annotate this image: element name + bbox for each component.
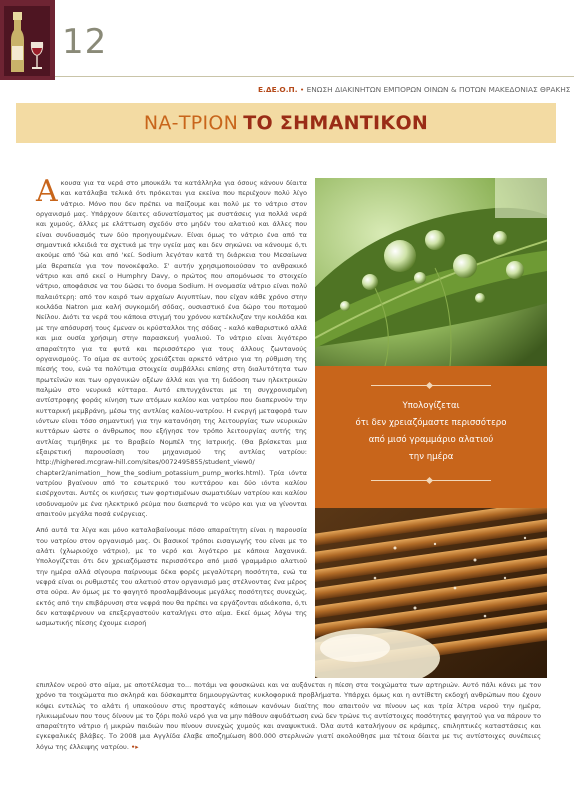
wine-bottle-glass-icon (4, 6, 50, 76)
article-body-column (36, 174, 307, 635)
article-title-banner (16, 103, 556, 143)
leaf-droplets-image (315, 178, 547, 366)
pull-quote-ornament-bottom (371, 480, 491, 481)
header-divider (55, 76, 574, 77)
paragraph-2: Από αυτά τα λίγα και μόνο καταλαβαίνουμε πόσο απαραίτητη είναι η παρουσία του νατρίου στον οργανισμό μας. Οι βασικοί τρόποι εισαγωγής του είναι με το αλάτι (χλωριούχο νάτριο), με το νερό και λιγότερο με κάποια λαχανικά. Υπολογίζεται ότι δεν χρειαζόμαστε περισσότερο από μισό γραμμάριο αλατιού την ημέρα αλλά σίγουρα παίρνουμε δέκα φορές μεγαλύτερη ποσότητα, ενώ τα νεφρά είναι οι ρυθμιστές του αλατιού στον οργανισμό μας στέλνοντας ένα μέρος στα ούρα. Αν όμως με το φαγητό προσλαμβάνουμε μεγάλες ποσότητες συνεχώς, εκτός από την επιβάρυνση στα νεφρά που θα πρέπει να εργάζονται αδιάκοπα, ό,τι δεν καταφέρνουν να επεξεργαστούν καταλήγει στο αίμα. Εκεί όμως λόγω της ωσμωτικής πίεσης έχουμε εισροή (36, 526, 307, 628)
pretzel-sticks-image (315, 508, 547, 678)
publisher-line (258, 85, 570, 94)
publisher-abbrev: Ε.ΔΕ.Ο.Π. (258, 85, 298, 94)
pull-quote-line-1: Υπολογίζεται (402, 401, 460, 411)
page-number: 12 (62, 22, 108, 62)
pull-quote-line-2: ότι δεν χρειαζόμαστε περισσότερο (355, 418, 507, 428)
publisher-bullet: • (299, 85, 305, 94)
article-title-part1: ΝΑ-ΤΡΙΟΝ (143, 112, 239, 134)
paragraph-1-text: κουσα για τα νερά στο μπουκάλι τα κατάλληλα για όσους κάνουν δίαιτα και κατάλαβα τελικά ότι πρόκειται για εκείνα που περιέχουν πολύ λίγο νάτριο. Μόνο που δεν πρέπει να παίζουμε και πολύ με το νάτριο στον οργανισμό μας. Υπάρχουν δίαιτες αδυνατίσματος με συστάσεις για πολλά νερά και χυμούς, άλλες με ελάττωση σχεδόν στο μηδέν του αλατιού και άλλες που είναι συνδυασμός των δύο προηγουμένων. Είναι όμως το νάτριο ένα από τα σημαντικά κλειδιά τα σχετικά με την υγεία μας και δεν σηκώνει να κάνουμε ό,τι ακούμε από 'δώ και από 'κεί. Sodium λεγόταν κατά τη διάρκεια του Μεσαίωνα μία θεραπεία για τον πονοκέφαλο. Σ' αυτήν χρησιμοποιούσαν το ανθρακικό νάτριο και από εκεί ο Humphry Davy, ο πρώτος που απομόνωσε το στοιχείο νάτριο, αποφάσισε να του δώσει το όνομα Sodium. Η ονομασία νάτριο είναι πολύ παλαιότερη: από τον καιρό των αρχαίων Αιγυπτίων, που είχαν κάθε χρόνο στην κοιλάδα Natron μια καλή συγκομιδή σόδας, ουσιαστικό ένα δώρο του ποταμού Νείλου. Διότι τα νερά του κάποια στιγμή του χρόνου κατέκλυζαν την κοιλάδα και με την απόσυρσή τους έμεναν οι κρύσταλλοι της σόδας - καλό καθαριστικό αλλά και μια ουσία χρήσιμη στην παρασκευή γυαλιού. Το νάτριο είναι λιγότερο απαραίτητο για τα φυτά και περισσότερο για τους άλλους ζωντανούς οργανισμούς. Το αίμα σε αυτούς χρειάζεται αρκετό νάτριο για τη ρύθμιση της πίεσής του, ενώ τα πολύτιμα στοιχεία συμβάλλει επίσης στη διαλυτότητα των πρωτεϊνών και των οργανικών οξέων άλλά και για τη διάδοση των ηλεκτρικών παλμών στο νευρικά κύτταρα. Αυτό επιτυγχάνεται με τη συγχρονισμένη αντίστροφης φοράς κίνηση των ατόμων καλίου και νατρίου που διαπερνούν την κυτταρική μεμβράνη, μέσω της αντλίας καλίου-νατρίου. Η ενεργή μεταφορά των ιόντων είναι τόσο σημαντική για την κατανόηση της λειτουργίας των νευρικών κυττάρων ώστε ο άνθρωπος που εξήγησε τον τρόπο λειτουργίας αυτής της αντλίας τιμήθηκε με το Βραβείο Νομπέλ της Ιατρικής. (Θα βρίσκεται μια εξαιρετική παρουσίαση του μηχανισμού της αντλίας νατρίου: http://highered.mcgraw-hill.com/sites/0072495855/student_view0/ chapter2/animation__how_the_sodium_potassium_pump_works.html). Τρία ιόντα νατρίου βγαίνουν από το εσωτερικό του κυττάρου και δύο ιόντα καλίου εισέρχονται. Αυτές οι κινήσεις των φορτισμένων σωματιδίων νατρίου και καλίου ισοδυναμούν με ένα ηλεκτρικό ρεύμα που διαπερνά το νεύρο και για να γίνονται απαιτούν μεγάλα ποσά ενέργειας. (36, 179, 307, 518)
pull-quote-box (315, 366, 547, 508)
drop-cap: Α (36, 174, 58, 209)
article-title-part2: ΤΟ ΣΗΜΑΝΤΙΚΟΝ (243, 112, 429, 134)
pull-quote-text (325, 398, 537, 466)
header-wine-graphic (0, 0, 55, 80)
paragraph-3-text: επιπλέον νερού στο αίμα, με αποτέλεσμα το... ποτάμι να φουσκώνει και να αυξάνεται η πίεση στα τοιχώματα των αρτηριών. Αυτό πάλι κάνει με τον χρόνο τα τοιχώματα πιο σκληρά και δύσκαμπτα δημιουργώντας κυκλοφορικά προβλήματα. Υπάρχει όμως και η αντίθετη εκδοχή ανθρώπων που έχουν κόψει εντελώς το αλάτι ή υπακούουν στις προσταγές κάποιων κανόνων διαίτης που απαιτούν να πίνουν ως και τρία λίτρα νερού την ημέρα, ηλικιωμένων που τους δίνουν με το ζόρι πολύ νερό για να μην πάθουν αφυδάτωση ενώ δεν τρώνε τις αντίστοιχες ποσότητες φαγητού για να πάρουν το απαραίτητο νάτριο ή μικρών παιδιών που πίνουν συνεχώς χυμούς και αναψυκτικά. Όλα αυτά καταλήγουν σε κράμπες, επιληπτικές καταστάσεις και εγκεφαλικές βλάβες. Το 2008 μια Αγγλίδα έλαβε αποζημίωση 800.000 στερλινών γιατί ακολούθησε μια τέτοια δίαιτα με τις αντίστοιχες συνέπειες λόγω της έλλειψης νατρίου. (36, 681, 541, 751)
pull-quote-line-3: από μισό γραμμάριο αλατιού (368, 435, 494, 445)
pretzel-sticks-photo (315, 508, 547, 678)
pull-quote-line-4: την ημέρα (408, 452, 454, 462)
pull-quote-ornament-top (371, 385, 491, 386)
article-end-mark: •▸ (131, 742, 139, 751)
publisher-name: ΕΝΩΣΗ ΔΙΑΚΙΝΗΤΩΝ ΕΜΠΟΡΩΝ ΟΙΝΩΝ & ΠΟΤΩΝ ΜΑΚΕΔΟΝΙΑΣ ΘΡΑΚΗΣ (306, 85, 571, 94)
article-body-wide (36, 680, 541, 752)
paragraph-1 (36, 174, 307, 519)
leaf-droplets-photo (315, 178, 547, 366)
